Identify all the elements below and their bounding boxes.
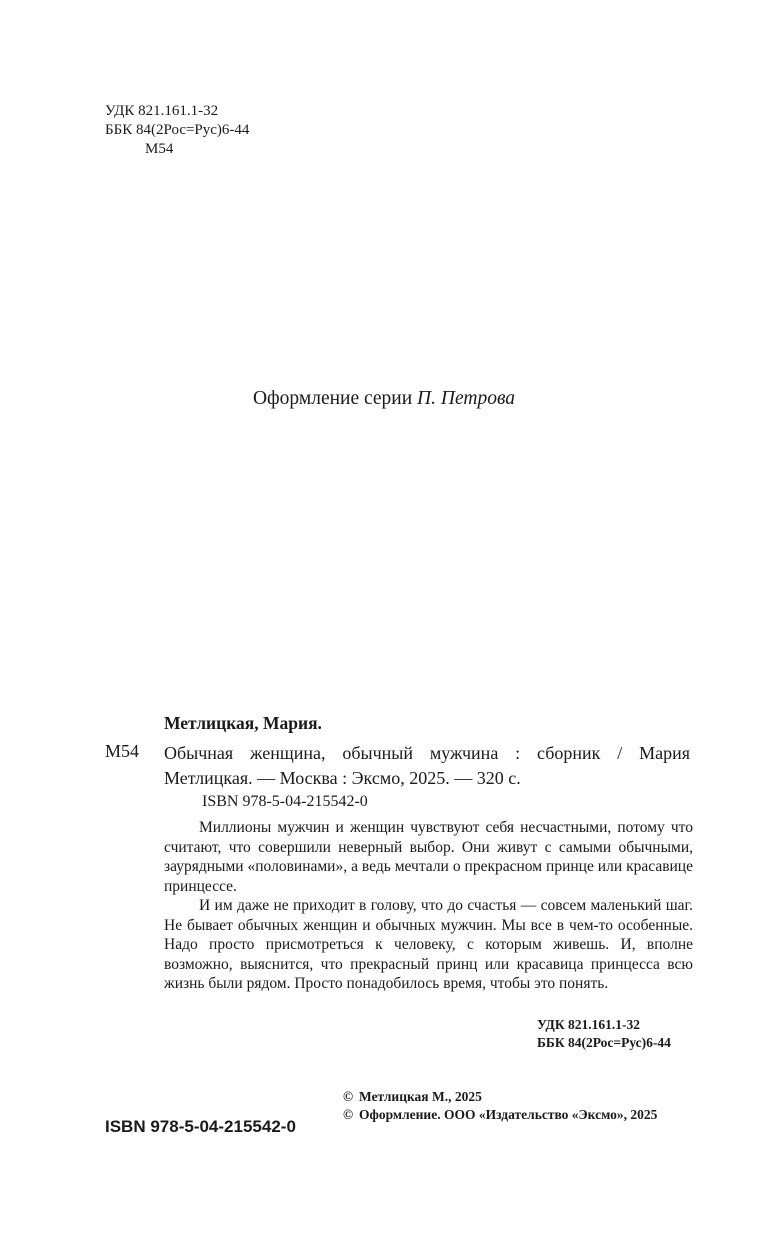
copyright-author-row: [343, 1088, 698, 1106]
copyright-author: Метлицкая М., 2025: [359, 1089, 482, 1104]
author-mark: М54: [145, 141, 174, 157]
classification-codes-bottom: [537, 1016, 671, 1052]
copyright-design-row: [343, 1106, 698, 1124]
bbk-code-bottom: ББК 84(2Рос=Рус)6-44: [537, 1035, 671, 1050]
bibliographic-description: Обычная женщина, обычный мужчина : сборник / Мария Метлицкая. — Москва : Эксмо, 2025. — 320 с.: [164, 743, 690, 788]
isbn-record: ISBN 978-5-04-215542-0: [202, 793, 368, 810]
annotation-paragraph-2: И им даже не приходит в голову, что до счастья — совсем маленький шаг. Не бывает обычных женщин и обычных мужчин. Мы все в чем-то особенные. Надо просто присмотреться к человеку, с которым живешь. И, вполне возможно, выяснится, что прекрасный принц или красавица принцесса всю жизнь были рядом. Просто понадобилось время, чтобы это понять.: [164, 897, 693, 992]
series-design-label: Оформление серии: [252, 388, 413, 409]
copyright-symbol: ©: [343, 1107, 354, 1122]
udk-code-bottom: УДК 821.161.1-32: [537, 1017, 640, 1032]
author-mark-side: М54: [105, 741, 140, 761]
bbk-code: ББК 84(2Рос=Рус)6-44: [105, 122, 250, 138]
isbn-bottom: ISBN 978-5-04-215542-0: [105, 1117, 296, 1136]
copyright-design: Оформление. ООО «Издательство «Эксмо», 2025: [359, 1107, 658, 1122]
udk-code: УДК 821.161.1-32: [105, 103, 219, 119]
author-heading: Метлицкая, Мария.: [164, 713, 322, 733]
annotation-paragraph-1: Миллионы мужчин и женщин чувствуют себя несчастными, потому что считают, что совершили неверный выбор. Они живут с самыми обычными, заурядными «половинами», а ведь мечтали о прекрасном принце или красавице принцессе.: [164, 819, 693, 895]
copyright-symbol: ©: [343, 1089, 354, 1104]
classification-codes-top: [105, 102, 249, 159]
series-designer-name: П. Петрова: [417, 388, 516, 409]
annotation: [164, 818, 693, 994]
series-design-credit: [0, 388, 768, 410]
copyright-block: [343, 1088, 698, 1124]
